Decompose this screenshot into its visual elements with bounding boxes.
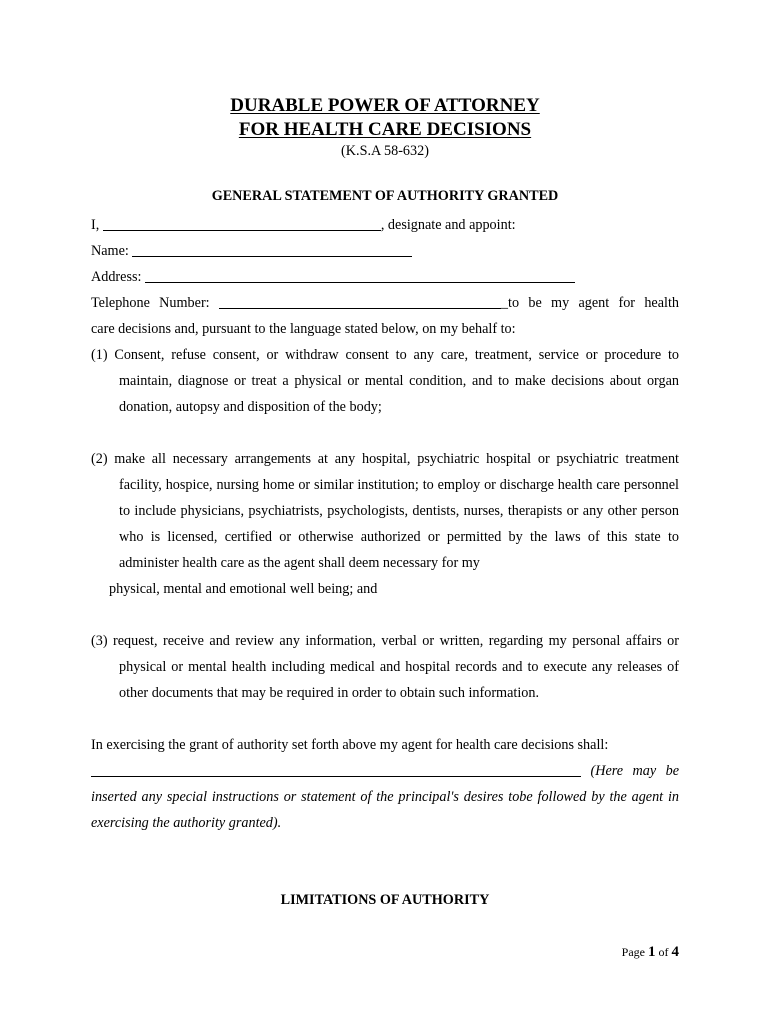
agent-address-blank[interactable] [145, 266, 575, 283]
document-body [91, 94, 679, 836]
page-of-label: of [655, 945, 672, 959]
agent-address-label: Address: [91, 269, 145, 285]
authority-item-3: (3) request, receive and review any information, verbal or written, regarding my personal affairs or physical or mental health including medical and hospital records and to execute any releases of other documents that may be required in order to obtain such information. [91, 633, 679, 701]
general-authority-heading: GENERAL STATEMENT OF AUTHORITY GRANTED [211, 188, 559, 204]
page-label: Page [621, 945, 648, 959]
agent-phone-label: Telephone Number: [91, 295, 219, 311]
authority-item-2: (2) make all necessary arrangements at any hospital, psychiatric hospital or psychiatric treatment facility, hospice, nursing home or similar institution; to employ or discharge health care personnel to include physicians, psychiatrists, psychologists, dentists, nurses, therapists or any other person who is licensed, certified or otherwise authorized or permitted by the laws of this state to administer health care as the agent shall deem necessary for my [91, 451, 679, 571]
agent-address-line [91, 264, 679, 290]
agent-name-label: Name: [91, 243, 133, 259]
agent-name-line [91, 238, 679, 264]
limitations-heading: LIMITATIONS OF AUTHORITY [280, 892, 490, 908]
document-title-line-1: DURABLE POWER OF ATTORNEY [230, 95, 540, 116]
agent-phone-continuation: care decisions and, pursuant to the language stated below, on my behalf to: [91, 321, 516, 337]
agent-phone-suffix: _to be my agent for health [500, 295, 679, 311]
designate-suffix: , designate and appoint: [380, 217, 516, 233]
designate-prefix: I, [91, 217, 103, 233]
page-total: 4 [671, 944, 679, 960]
special-instructions-note: (Here may be inserted any special instructions or statement of the principal's desires tobe followed by the agent in exercising the authority granted). [91, 763, 679, 831]
authority-item-2-tail: physical, mental and emotional well being; and [109, 581, 378, 597]
principal-name-blank[interactable] [103, 214, 381, 231]
page-number: 1 [648, 944, 656, 960]
agent-phone-paragraph [91, 290, 679, 316]
authority-item-1: (1) Consent, refuse consent, or withdraw consent to any care, treatment, service or procedure to maintain, diagnose or treat a physical or mental condition, and to make decisions about organ donation, autopsy and disposition of the body; [91, 347, 679, 415]
special-instructions-paragraph [91, 758, 679, 836]
exercise-intro: In exercising the grant of authority set forth above my agent for health care decisions shall: [91, 737, 609, 753]
agent-phone-blank[interactable] [219, 292, 501, 309]
statute-reference: (K.S.A 58-632) [341, 143, 429, 159]
page-footer [622, 944, 679, 961]
designate-line [91, 212, 679, 238]
document-title-line-2: FOR HEALTH CARE DECISIONS [238, 119, 532, 140]
agent-name-blank[interactable] [132, 240, 412, 257]
special-instructions-blank[interactable] [91, 760, 581, 777]
